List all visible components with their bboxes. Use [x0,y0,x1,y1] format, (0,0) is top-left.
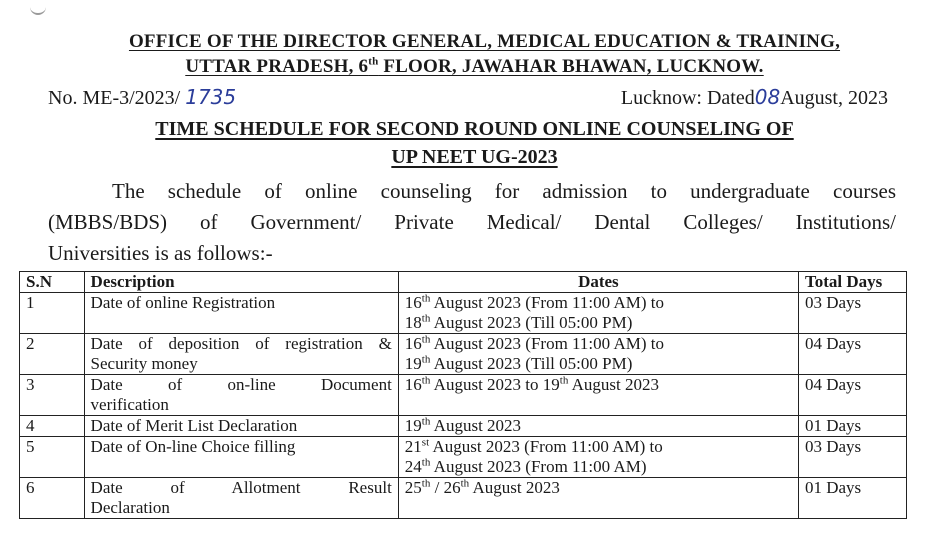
cell-total-days: 03 Days [798,293,906,334]
intro-paragraph-line1: The schedule of online counseling for admission to undergraduate courses [112,179,896,203]
document-title-line2: UP NEET UG-2023 [391,146,558,168]
handwritten-date: 08 [754,85,781,109]
table-row [20,293,907,334]
header-sn: S.N [20,272,85,293]
reference-number: No. ME-3/2023/ 1735 [48,85,237,109]
cell-description: Date of on-line Document verification [84,375,398,416]
table-row [20,416,907,437]
cell-dates: 21st August 2023 (From 11:00 AM) to 24th August 2023 (From 11:00 AM) [398,437,798,478]
cell-dates: 16th August 2023 (From 11:00 AM) to 19th August 2023 (Till 05:00 PM) [398,334,798,375]
header-total-days: Total Days [798,272,906,293]
cell-sn: 1 [20,293,85,334]
cell-sn: 4 [20,416,85,437]
office-header-line1: OFFICE OF THE DIRECTOR GENERAL, MEDICAL EDUCATION & TRAINING, [128,31,841,52]
cell-dates: 16th August 2023 to 19th August 2023 [398,375,798,416]
cell-total-days: 03 Days [798,437,906,478]
reference-date: Lucknow: Dated08August, 2023 [620,85,888,109]
cell-sn: 6 [20,478,85,519]
cell-description: Date of online Registration [84,293,398,334]
table-header-row [20,272,907,293]
header-dates: Dates [398,272,798,293]
reference-line [48,85,888,111]
cell-description: Date of Allotment Result Declaration [84,478,398,519]
cell-sn: 3 [20,375,85,416]
intro-paragraph-line2: (MBBS/BDS) of Government/ Private Medical/ Dental Colleges/ Institutions/ [48,210,896,234]
table-row [20,334,907,375]
header-description: Description [84,272,398,293]
document-title-line1: TIME SCHEDULE FOR SECOND ROUND ONLINE COUNSELING OF [155,118,794,140]
table-row [20,375,907,416]
cell-total-days: 01 Days [798,478,906,519]
cell-dates: 25th / 26th August 2023 [398,478,798,519]
cell-description: Date of deposition of registration & Security money [84,334,398,375]
handwritten-number: 1735 [185,85,237,109]
cell-dates: 16th August 2023 (From 11:00 AM) to 18th August 2023 (Till 05:00 PM) [398,293,798,334]
table-row [20,478,907,519]
cell-total-days: 04 Days [798,334,906,375]
cell-dates: 19th August 2023 [398,416,798,437]
cell-sn: 5 [20,437,85,478]
intro-paragraph-line3: Universities is as follows:- [48,241,273,265]
schedule-table [19,271,907,519]
cell-total-days: 01 Days [798,416,906,437]
cell-description: Date of Merit List Declaration [84,416,398,437]
cell-sn: 2 [20,334,85,375]
table-row [20,437,907,478]
page-fold-mark [30,6,46,15]
office-header-line2: UTTAR PRADESH, 6th FLOOR, JAWAHAR BHAWAN, LUCKNOW. [185,55,764,77]
cell-total-days: 04 Days [798,375,906,416]
cell-description: Date of On-line Choice filling [84,437,398,478]
